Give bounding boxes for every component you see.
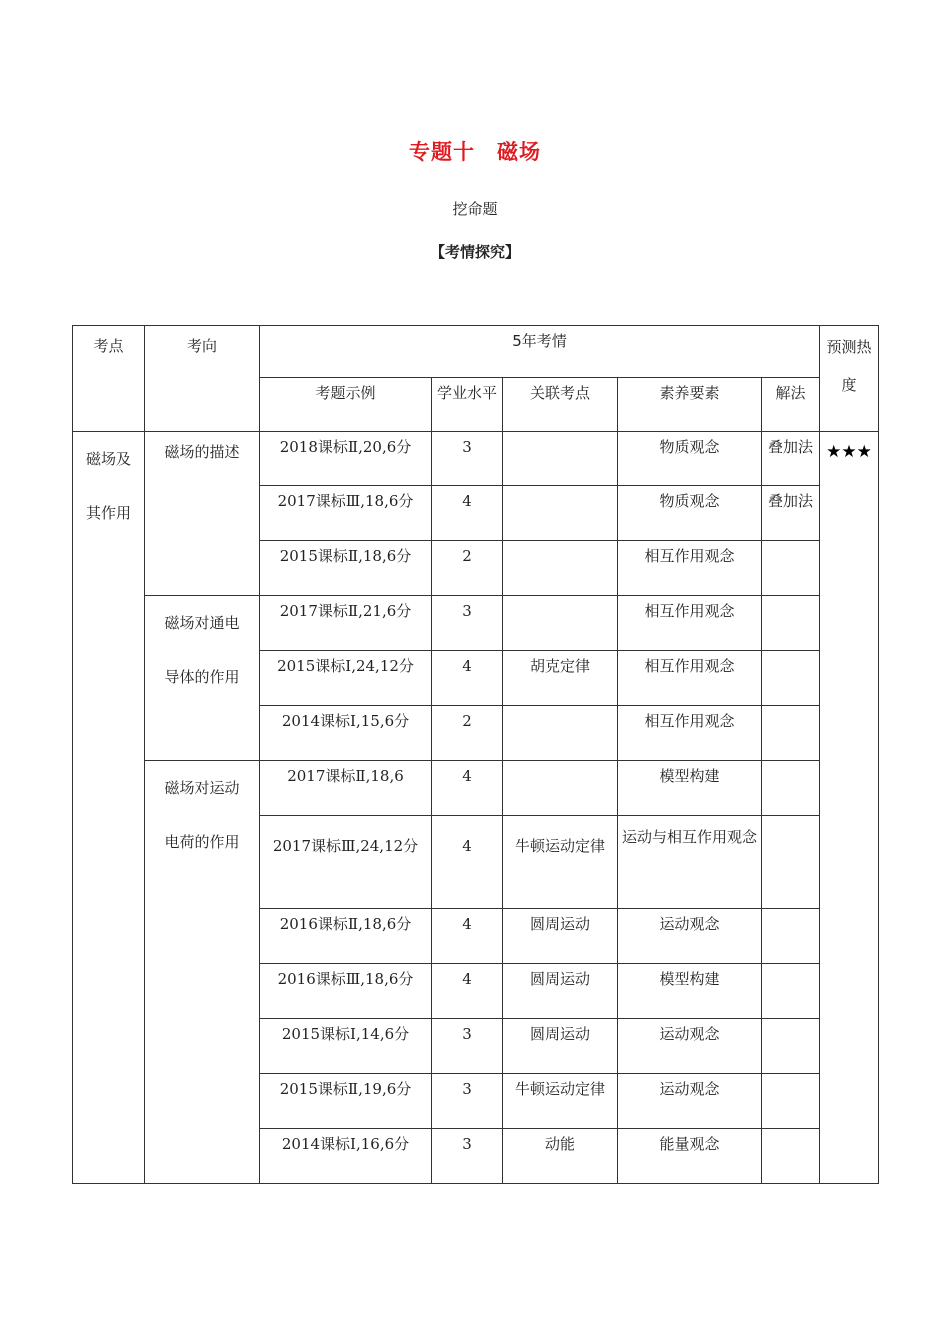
literacy-cell: 模型构建 — [618, 964, 762, 1019]
header-forecast: 预测热度 — [820, 326, 879, 432]
direction-text: 磁场对通电导体的作用 — [164, 614, 240, 686]
level-cell: 4 — [432, 909, 503, 964]
level-cell: 4 — [432, 761, 503, 816]
level-cell: 3 — [432, 596, 503, 651]
literacy-cell: 物质观念 — [618, 432, 762, 486]
literacy-cell: 能量观念 — [618, 1129, 762, 1184]
topic-cell — [73, 432, 145, 1184]
method-cell — [762, 816, 820, 909]
exam-example-cell: 2015课标Ⅰ,24,12分 — [260, 651, 432, 706]
topic-text: 磁场及其作用 — [85, 450, 131, 522]
method-cell — [762, 1019, 820, 1074]
literacy-cell: 运动观念 — [618, 1019, 762, 1074]
header-level: 学业水平 — [432, 378, 503, 432]
page-subtitle: 挖命题 — [452, 200, 498, 218]
level-cell: 2 — [432, 706, 503, 761]
method-cell — [762, 596, 820, 651]
table-row — [73, 432, 879, 486]
exam-example-cell: 2018课标Ⅱ,20,6分 — [260, 432, 432, 486]
header-kaodian: 考点 — [73, 326, 145, 432]
exam-analysis-table — [72, 325, 879, 1184]
direction-text: 磁场的描述 — [164, 443, 240, 461]
level-cell: 3 — [432, 1129, 503, 1184]
exam-example-cell: 2016课标Ⅲ,18,6分 — [260, 964, 432, 1019]
exam-example-cell: 2015课标Ⅱ,19,6分 — [260, 1074, 432, 1129]
literacy-cell: 物质观念 — [618, 486, 762, 541]
level-cell: 3 — [432, 432, 503, 486]
forecast-rating: ★★★ — [820, 432, 879, 1184]
related-topic-cell: 圆周运动 — [503, 909, 618, 964]
related-topic-cell: 胡克定律 — [503, 651, 618, 706]
related-topic-cell: 圆周运动 — [503, 964, 618, 1019]
related-topic-cell: 动能 — [503, 1129, 618, 1184]
method-cell — [762, 706, 820, 761]
related-topic-cell — [503, 432, 618, 486]
header-method: 解法 — [762, 378, 820, 432]
method-cell — [762, 964, 820, 1019]
method-cell — [762, 541, 820, 596]
level-cell: 4 — [432, 486, 503, 541]
literacy-cell: 相互作用观念 — [618, 651, 762, 706]
level-cell: 3 — [432, 1074, 503, 1129]
related-topic-cell — [503, 706, 618, 761]
related-topic-cell — [503, 761, 618, 816]
level-cell: 4 — [432, 964, 503, 1019]
literacy-cell: 相互作用观念 — [618, 596, 762, 651]
table-row — [73, 596, 879, 651]
exam-example-cell: 2017课标Ⅱ,18,6 — [260, 761, 432, 816]
section-heading: 【考情探究】 — [429, 243, 520, 261]
exam-example-cell: 2014课标Ⅰ,15,6分 — [260, 706, 432, 761]
literacy-cell: 相互作用观念 — [618, 541, 762, 596]
header-related: 关联考点 — [503, 378, 618, 432]
exam-example-cell: 2017课标Ⅲ,24,12分 — [260, 816, 432, 909]
method-cell — [762, 651, 820, 706]
method-cell: 叠加法 — [762, 486, 820, 541]
related-topic-cell — [503, 596, 618, 651]
header-row-1 — [73, 326, 879, 378]
literacy-cell: 运动与相互作用观念 — [618, 816, 762, 909]
exam-example-cell: 2015课标Ⅱ,18,6分 — [260, 541, 432, 596]
related-topic-cell: 牛顿运动定律 — [503, 816, 618, 909]
related-topic-cell — [503, 541, 618, 596]
table-body — [73, 326, 879, 1184]
literacy-cell: 相互作用观念 — [618, 706, 762, 761]
related-topic-cell — [503, 486, 618, 541]
exam-example-cell: 2017课标Ⅱ,21,6分 — [260, 596, 432, 651]
level-cell: 4 — [432, 816, 503, 909]
method-cell — [762, 1074, 820, 1129]
method-cell — [762, 1129, 820, 1184]
related-topic-cell: 圆周运动 — [503, 1019, 618, 1074]
method-cell: 叠加法 — [762, 432, 820, 486]
exam-example-cell: 2015课标Ⅰ,14,6分 — [260, 1019, 432, 1074]
level-cell: 2 — [432, 541, 503, 596]
level-cell: 4 — [432, 651, 503, 706]
table-row — [73, 761, 879, 816]
exam-example-cell: 2016课标Ⅱ,18,6分 — [260, 909, 432, 964]
header-example: 考题示例 — [260, 378, 432, 432]
page-title: 专题十 磁场 — [409, 140, 541, 164]
exam-example-cell: 2014课标Ⅰ,16,6分 — [260, 1129, 432, 1184]
literacy-cell: 运动观念 — [618, 1074, 762, 1129]
header-kaoxiang: 考向 — [145, 326, 260, 432]
literacy-cell: 模型构建 — [618, 761, 762, 816]
method-cell — [762, 761, 820, 816]
related-topic-cell: 牛顿运动定律 — [503, 1074, 618, 1129]
header-literacy: 素养要素 — [618, 378, 762, 432]
direction-text: 磁场对运动电荷的作用 — [164, 779, 240, 851]
direction-cell — [145, 432, 260, 596]
literacy-cell: 运动观念 — [618, 909, 762, 964]
exam-example-cell: 2017课标Ⅲ,18,6分 — [260, 486, 432, 541]
direction-cell — [145, 596, 260, 761]
header-five-year: 5年考情 — [260, 326, 820, 378]
method-cell — [762, 909, 820, 964]
level-cell: 3 — [432, 1019, 503, 1074]
direction-cell — [145, 761, 260, 1184]
